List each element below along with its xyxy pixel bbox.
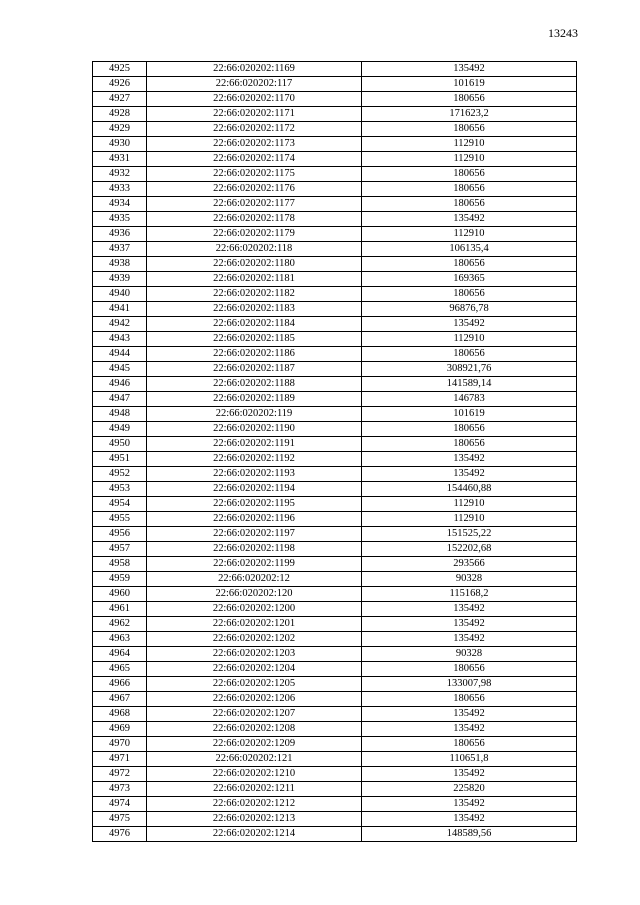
table-row [93, 137, 577, 152]
row-number-cell: 4926 [93, 77, 147, 92]
cadastral-number-cell: 22:66:020202:12 [147, 572, 362, 587]
row-number-cell: 4964 [93, 647, 147, 662]
value-cell: 225820 [362, 782, 577, 797]
row-number-cell: 4933 [93, 182, 147, 197]
cadastral-number-cell: 22:66:020202:1176 [147, 182, 362, 197]
value-cell: 135492 [362, 632, 577, 647]
value-cell: 110651,8 [362, 752, 577, 767]
table-row [93, 197, 577, 212]
value-cell: 180656 [362, 182, 577, 197]
row-number-cell: 4952 [93, 467, 147, 482]
cadastral-number-cell: 22:66:020202:1183 [147, 302, 362, 317]
row-number-cell: 4943 [93, 332, 147, 347]
cadastral-number-cell: 22:66:020202:1186 [147, 347, 362, 362]
table-row [93, 707, 577, 722]
row-number-cell: 4948 [93, 407, 147, 422]
row-number-cell: 4951 [93, 452, 147, 467]
value-cell: 135492 [362, 797, 577, 812]
table-row [93, 827, 577, 842]
cadastral-number-cell: 22:66:020202:121 [147, 752, 362, 767]
table-row [93, 737, 577, 752]
value-cell: 135492 [362, 602, 577, 617]
table-row [93, 587, 577, 602]
cadastral-number-cell: 22:66:020202:1213 [147, 812, 362, 827]
value-cell: 169365 [362, 272, 577, 287]
table-row [93, 272, 577, 287]
value-cell: 101619 [362, 407, 577, 422]
table-row [93, 242, 577, 257]
row-number-cell: 4942 [93, 317, 147, 332]
row-number-cell: 4936 [93, 227, 147, 242]
value-cell: 152202,68 [362, 542, 577, 557]
cadastral-number-cell: 22:66:020202:1204 [147, 662, 362, 677]
row-number-cell: 4938 [93, 257, 147, 272]
table-row [93, 452, 577, 467]
cadastral-number-cell: 22:66:020202:1175 [147, 167, 362, 182]
row-number-cell: 4972 [93, 767, 147, 782]
table-row [93, 557, 577, 572]
table-row [93, 92, 577, 107]
row-number-cell: 4940 [93, 287, 147, 302]
table-row [93, 602, 577, 617]
cadastral-number-cell: 22:66:020202:1180 [147, 257, 362, 272]
value-cell: 180656 [362, 167, 577, 182]
row-number-cell: 4946 [93, 377, 147, 392]
table-row [93, 782, 577, 797]
value-cell: 90328 [362, 572, 577, 587]
cadastral-table [92, 61, 577, 842]
value-cell: 293566 [362, 557, 577, 572]
table-row [93, 692, 577, 707]
value-cell: 180656 [362, 422, 577, 437]
cadastral-number-cell: 22:66:020202:1191 [147, 437, 362, 452]
table-row [93, 347, 577, 362]
value-cell: 180656 [362, 287, 577, 302]
row-number-cell: 4967 [93, 692, 147, 707]
value-cell: 141589,14 [362, 377, 577, 392]
row-number-cell: 4973 [93, 782, 147, 797]
value-cell: 135492 [362, 317, 577, 332]
cadastral-number-cell: 22:66:020202:117 [147, 77, 362, 92]
value-cell: 135492 [362, 452, 577, 467]
value-cell: 112910 [362, 332, 577, 347]
cadastral-number-cell: 22:66:020202:1211 [147, 782, 362, 797]
value-cell: 180656 [362, 257, 577, 272]
table-row [93, 482, 577, 497]
table-row [93, 767, 577, 782]
row-number-cell: 4963 [93, 632, 147, 647]
cadastral-number-cell: 22:66:020202:1205 [147, 677, 362, 692]
cadastral-number-cell: 22:66:020202:1206 [147, 692, 362, 707]
row-number-cell: 4957 [93, 542, 147, 557]
row-number-cell: 4935 [93, 212, 147, 227]
value-cell: 112910 [362, 227, 577, 242]
value-cell: 112910 [362, 152, 577, 167]
value-cell: 180656 [362, 122, 577, 137]
table-row [93, 122, 577, 137]
cadastral-number-cell: 22:66:020202:1200 [147, 602, 362, 617]
cadastral-number-cell: 22:66:020202:1198 [147, 542, 362, 557]
cadastral-number-cell: 22:66:020202:1184 [147, 317, 362, 332]
cadastral-number-cell: 22:66:020202:1212 [147, 797, 362, 812]
row-number-cell: 4970 [93, 737, 147, 752]
row-number-cell: 4925 [93, 62, 147, 77]
row-number-cell: 4974 [93, 797, 147, 812]
cadastral-number-cell: 22:66:020202:119 [147, 407, 362, 422]
value-cell: 135492 [362, 617, 577, 632]
value-cell: 90328 [362, 647, 577, 662]
value-cell: 135492 [362, 62, 577, 77]
value-cell: 135492 [362, 707, 577, 722]
value-cell: 101619 [362, 77, 577, 92]
row-number-cell: 4939 [93, 272, 147, 287]
row-number-cell: 4928 [93, 107, 147, 122]
value-cell: 151525,22 [362, 527, 577, 542]
cadastral-number-cell: 22:66:020202:1172 [147, 122, 362, 137]
value-cell: 180656 [362, 437, 577, 452]
row-number-cell: 4953 [93, 482, 147, 497]
cadastral-number-cell: 22:66:020202:1199 [147, 557, 362, 572]
value-cell: 180656 [362, 347, 577, 362]
value-cell: 146783 [362, 392, 577, 407]
table-row [93, 677, 577, 692]
value-cell: 112910 [362, 497, 577, 512]
value-cell: 135492 [362, 212, 577, 227]
cadastral-number-cell: 22:66:020202:1207 [147, 707, 362, 722]
row-number-cell: 4945 [93, 362, 147, 377]
row-number-cell: 4931 [93, 152, 147, 167]
cadastral-number-cell: 22:66:020202:1193 [147, 467, 362, 482]
row-number-cell: 4962 [93, 617, 147, 632]
table-row [93, 527, 577, 542]
table-row [93, 182, 577, 197]
cadastral-number-cell: 22:66:020202:1170 [147, 92, 362, 107]
table-row [93, 662, 577, 677]
cadastral-number-cell: 22:66:020202:1179 [147, 227, 362, 242]
value-cell: 308921,76 [362, 362, 577, 377]
row-number-cell: 4959 [93, 572, 147, 587]
value-cell: 115168,2 [362, 587, 577, 602]
value-cell: 112910 [362, 137, 577, 152]
table-row [93, 107, 577, 122]
value-cell: 135492 [362, 467, 577, 482]
table-row [93, 167, 577, 182]
cadastral-number-cell: 22:66:020202:1197 [147, 527, 362, 542]
cadastral-number-cell: 22:66:020202:1195 [147, 497, 362, 512]
table-row [93, 617, 577, 632]
row-number-cell: 4961 [93, 602, 147, 617]
table-row [93, 752, 577, 767]
cadastral-number-cell: 22:66:020202:1187 [147, 362, 362, 377]
row-number-cell: 4932 [93, 167, 147, 182]
value-cell: 180656 [362, 737, 577, 752]
cadastral-number-cell: 22:66:020202:1214 [147, 827, 362, 842]
cadastral-number-cell: 22:66:020202:1185 [147, 332, 362, 347]
table-row [93, 572, 577, 587]
cadastral-number-cell: 22:66:020202:1208 [147, 722, 362, 737]
row-number-cell: 4976 [93, 827, 147, 842]
cadastral-number-cell: 22:66:020202:1178 [147, 212, 362, 227]
cadastral-number-cell: 22:66:020202:1190 [147, 422, 362, 437]
cadastral-number-cell: 22:66:020202:1196 [147, 512, 362, 527]
value-cell: 135492 [362, 722, 577, 737]
table-row [93, 332, 577, 347]
cadastral-number-cell: 22:66:020202:1203 [147, 647, 362, 662]
cadastral-number-cell: 22:66:020202:1181 [147, 272, 362, 287]
row-number-cell: 4965 [93, 662, 147, 677]
table-row [93, 467, 577, 482]
value-cell: 180656 [362, 692, 577, 707]
cadastral-number-cell: 22:66:020202:120 [147, 587, 362, 602]
value-cell: 171623,2 [362, 107, 577, 122]
cadastral-number-cell: 22:66:020202:1209 [147, 737, 362, 752]
table-row [93, 812, 577, 827]
table-row [93, 632, 577, 647]
value-cell: 180656 [362, 197, 577, 212]
value-cell: 135492 [362, 812, 577, 827]
table-row [93, 362, 577, 377]
value-cell: 112910 [362, 512, 577, 527]
row-number-cell: 4944 [93, 347, 147, 362]
row-number-cell: 4956 [93, 527, 147, 542]
table-row [93, 212, 577, 227]
cadastral-number-cell: 22:66:020202:1192 [147, 452, 362, 467]
cadastral-number-cell: 22:66:020202:1182 [147, 287, 362, 302]
table-row [93, 797, 577, 812]
row-number-cell: 4927 [93, 92, 147, 107]
value-cell: 148589,56 [362, 827, 577, 842]
table-row [93, 422, 577, 437]
table-row [93, 392, 577, 407]
row-number-cell: 4968 [93, 707, 147, 722]
cadastral-number-cell: 22:66:020202:1202 [147, 632, 362, 647]
row-number-cell: 4950 [93, 437, 147, 452]
cadastral-number-cell: 22:66:020202:1171 [147, 107, 362, 122]
table-row [93, 287, 577, 302]
table-row [93, 152, 577, 167]
page-number: 13243 [548, 26, 578, 40]
table-row [93, 377, 577, 392]
cadastral-number-cell: 22:66:020202:1189 [147, 392, 362, 407]
row-number-cell: 4971 [93, 752, 147, 767]
row-number-cell: 4966 [93, 677, 147, 692]
row-number-cell: 4947 [93, 392, 147, 407]
table-row [93, 497, 577, 512]
value-cell: 106135,4 [362, 242, 577, 257]
row-number-cell: 4949 [93, 422, 147, 437]
row-number-cell: 4941 [93, 302, 147, 317]
cadastral-number-cell: 22:66:020202:118 [147, 242, 362, 257]
cadastral-number-cell: 22:66:020202:1201 [147, 617, 362, 632]
value-cell: 96876,78 [362, 302, 577, 317]
row-number-cell: 4930 [93, 137, 147, 152]
table-row [93, 62, 577, 77]
value-cell: 133007,98 [362, 677, 577, 692]
table-row [93, 647, 577, 662]
table-body [93, 62, 577, 842]
table-row [93, 512, 577, 527]
row-number-cell: 4975 [93, 812, 147, 827]
cadastral-number-cell: 22:66:020202:1210 [147, 767, 362, 782]
value-cell: 180656 [362, 92, 577, 107]
row-number-cell: 4955 [93, 512, 147, 527]
value-cell: 180656 [362, 662, 577, 677]
table-row [93, 317, 577, 332]
cadastral-number-cell: 22:66:020202:1173 [147, 137, 362, 152]
cadastral-number-cell: 22:66:020202:1174 [147, 152, 362, 167]
value-cell: 135492 [362, 767, 577, 782]
value-cell: 154460,88 [362, 482, 577, 497]
table-row [93, 302, 577, 317]
table-row [93, 542, 577, 557]
cadastral-number-cell: 22:66:020202:1169 [147, 62, 362, 77]
table-row [93, 437, 577, 452]
table-row [93, 722, 577, 737]
row-number-cell: 4960 [93, 587, 147, 602]
cadastral-number-cell: 22:66:020202:1194 [147, 482, 362, 497]
table-row [93, 227, 577, 242]
cadastral-number-cell: 22:66:020202:1177 [147, 197, 362, 212]
row-number-cell: 4934 [93, 197, 147, 212]
table-row [93, 257, 577, 272]
row-number-cell: 4929 [93, 122, 147, 137]
row-number-cell: 4937 [93, 242, 147, 257]
row-number-cell: 4969 [93, 722, 147, 737]
table-row [93, 407, 577, 422]
row-number-cell: 4958 [93, 557, 147, 572]
cadastral-number-cell: 22:66:020202:1188 [147, 377, 362, 392]
table-row [93, 77, 577, 92]
row-number-cell: 4954 [93, 497, 147, 512]
